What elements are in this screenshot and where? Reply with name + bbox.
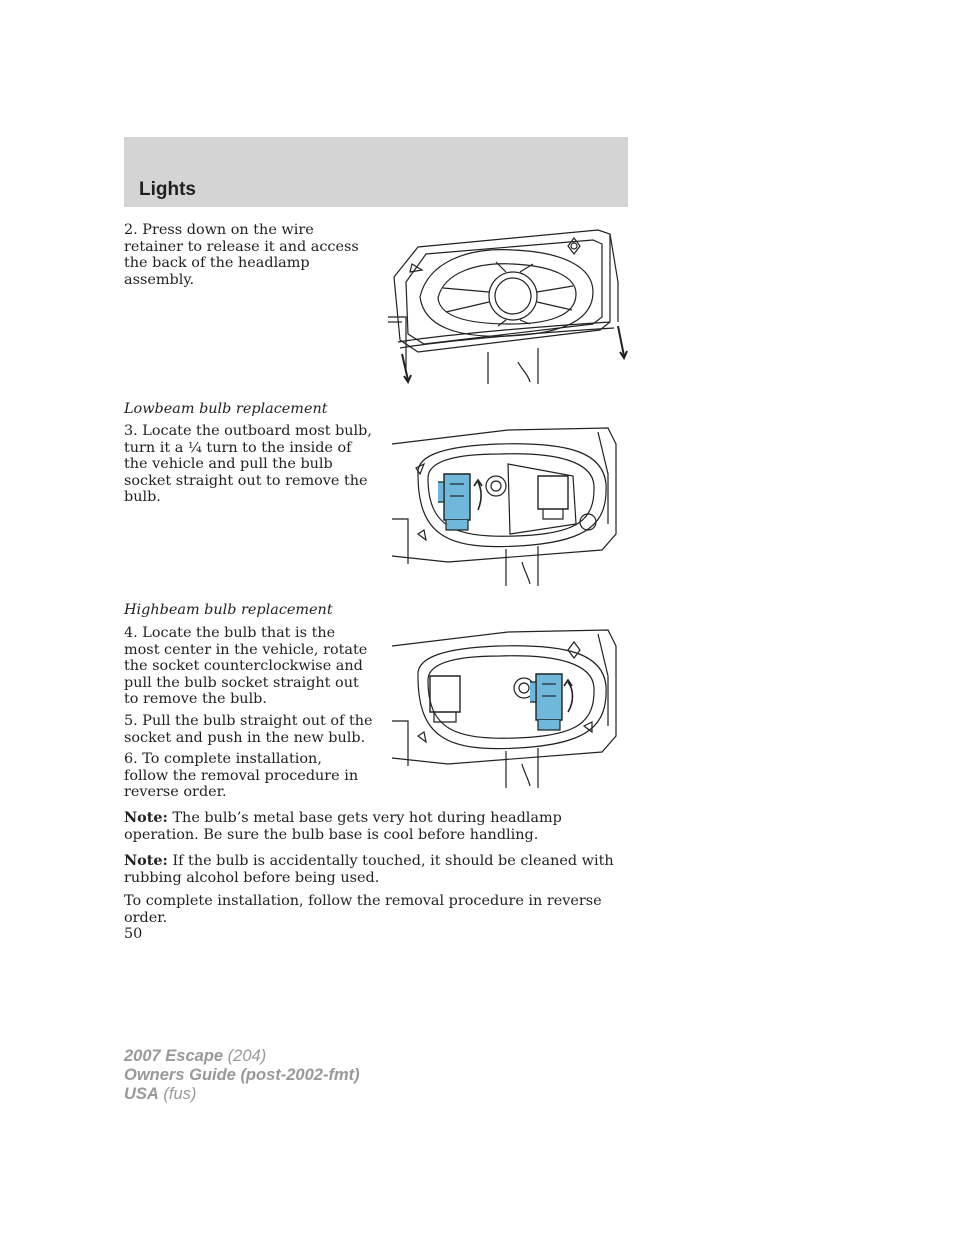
step-4-text: 4. Locate the bulb that is the most center in the vehicle, rotate the socket counterclockwise and pull the bulb socket straight out to remove the bulb.: [124, 625, 368, 708]
headlamp-retainer-illustration: [388, 222, 632, 384]
step-5-text: 5. Pull the bulb straight out of the socket and push in the new bulb.: [124, 713, 373, 746]
step-3-text: 3. Locate the outboard most bulb, turn it a ¼ turn to the inside of the vehicle and pull the bulb socket straight out to remove the bulb.: [124, 423, 372, 506]
note-label: Note:: [124, 852, 168, 869]
footer-model-code: (204): [223, 1047, 267, 1065]
footer-guide-line: Owners Guide (post-2002-fmt): [124, 1066, 360, 1084]
footer-market: USA: [124, 1085, 159, 1103]
step-2-text: 2. Press down on the wire retainer to release it and access the back of the headlamp assembly.: [124, 222, 359, 288]
section-header: [124, 137, 628, 207]
note-text: The bulb’s metal base gets very hot during headlamp operation. Be sure the bulb base is cool before handling.: [124, 810, 562, 843]
footer-market-code: (fus): [158, 1085, 197, 1103]
document-footer: [124, 1047, 360, 1104]
closing-text: To complete installation, follow the removal procedure in reverse order.: [124, 893, 602, 926]
footer-model-line: [124, 1047, 360, 1066]
note-touched-bulb: [124, 853, 624, 886]
highbeam-heading: Highbeam bulb replacement: [124, 602, 333, 618]
highbeam-bulb-illustration: [388, 626, 620, 788]
page-number: 50: [124, 926, 143, 942]
footer-market-line: [124, 1085, 360, 1104]
note-label: Note:: [124, 809, 168, 826]
step-6-text: 6. To complete installation, follow the removal procedure in reverse order.: [124, 751, 359, 801]
footer-model: 2007 Escape: [124, 1047, 224, 1065]
lowbeam-heading: Lowbeam bulb replacement: [124, 401, 328, 417]
section-title: Lights: [139, 179, 196, 200]
note-hot-bulb: [124, 810, 624, 843]
note-text: If the bulb is accidentally touched, it should be cleaned with rubbing alcohol before being used.: [124, 853, 614, 886]
lowbeam-bulb-illustration: [388, 424, 620, 586]
